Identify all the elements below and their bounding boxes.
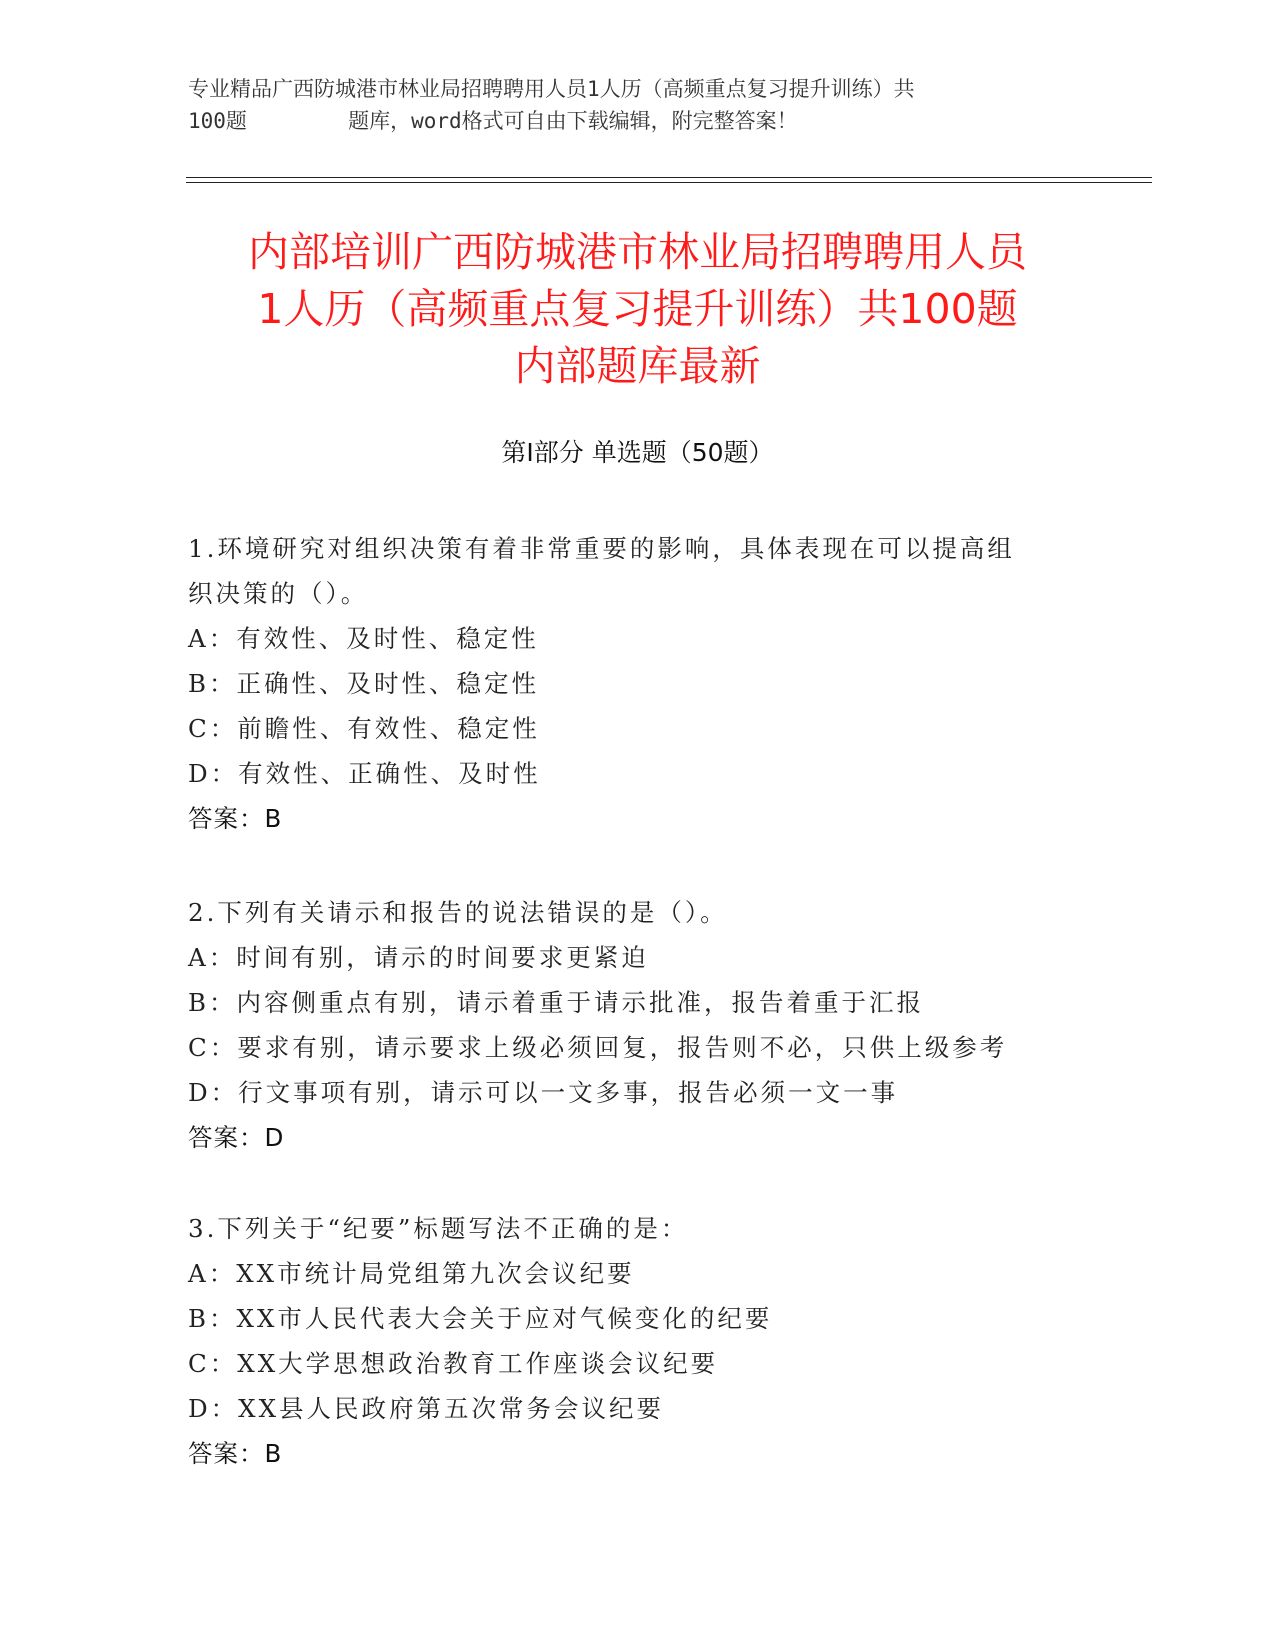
option-a: A：XX市统计局党组第九次会议纪要 [188,1259,635,1288]
option-d: D：有效性、正确性、及时性 [188,759,541,788]
option-b: B：正确性、及时性、稳定性 [188,669,540,698]
question-block [188,1206,1068,1476]
option-d: D：行文事项有别，请示可以一文多事，报告必须一文一事 [188,1078,899,1107]
title-line-2: 1人历（高频重点复习提升训练）共100题 [257,285,1018,333]
question-stem-continued: 织决策的（）。 [188,579,369,608]
option-a: A：有效性、及时性、稳定性 [188,624,539,653]
header-line-2: 100题 题库，word格式可自由下载编辑，附完整答案！ [188,109,798,133]
answer-line: 答案：B [188,1439,283,1468]
title-line-1: 内部培训广西防城港市林业局招聘聘用人员 [248,228,1027,276]
option-c: C：XX大学思想政治教育工作座谈会议纪要 [188,1349,719,1378]
header-line-1: 专业精品广西防城港市林业局招聘聘用人员1人历（高频重点复习提升训练）共 [188,77,915,101]
option-b: B：内容侧重点有别，请示着重于请示批准，报告着重于汇报 [188,988,925,1017]
option-b: B：XX市人民代表大会关于应对气候变化的纪要 [188,1304,773,1333]
header-divider-top [186,177,1152,178]
title-line-3: 内部题库最新 [514,342,761,390]
answer-line: 答案：B [188,804,283,833]
question-stem: 1.环境研究对组织决策有着非常重要的影响，具体表现在可以提高组 [188,534,1015,563]
option-c: C：要求有别，请示要求上级必须回复，报告则不必，只供上级参考 [188,1033,1008,1062]
question-stem: 2.下列有关请示和报告的说法错误的是（）。 [188,898,728,927]
question-block [188,890,1068,1160]
option-a: A：时间有别，请示的时间要求更紧迫 [188,943,649,972]
header-divider-bottom [186,182,1152,183]
option-d: D：XX县人民政府第五次常务会议纪要 [188,1394,665,1423]
option-c: C：前瞻性、有效性、稳定性 [188,714,540,743]
question-block [188,526,1068,841]
answer-line: 答案：D [188,1123,285,1152]
document-title [160,224,1115,395]
question-stem: 3.下列关于“纪要”标题写法不正确的是： [188,1214,689,1243]
section-heading: 第Ⅰ部分 单选题（50题） [501,438,774,467]
